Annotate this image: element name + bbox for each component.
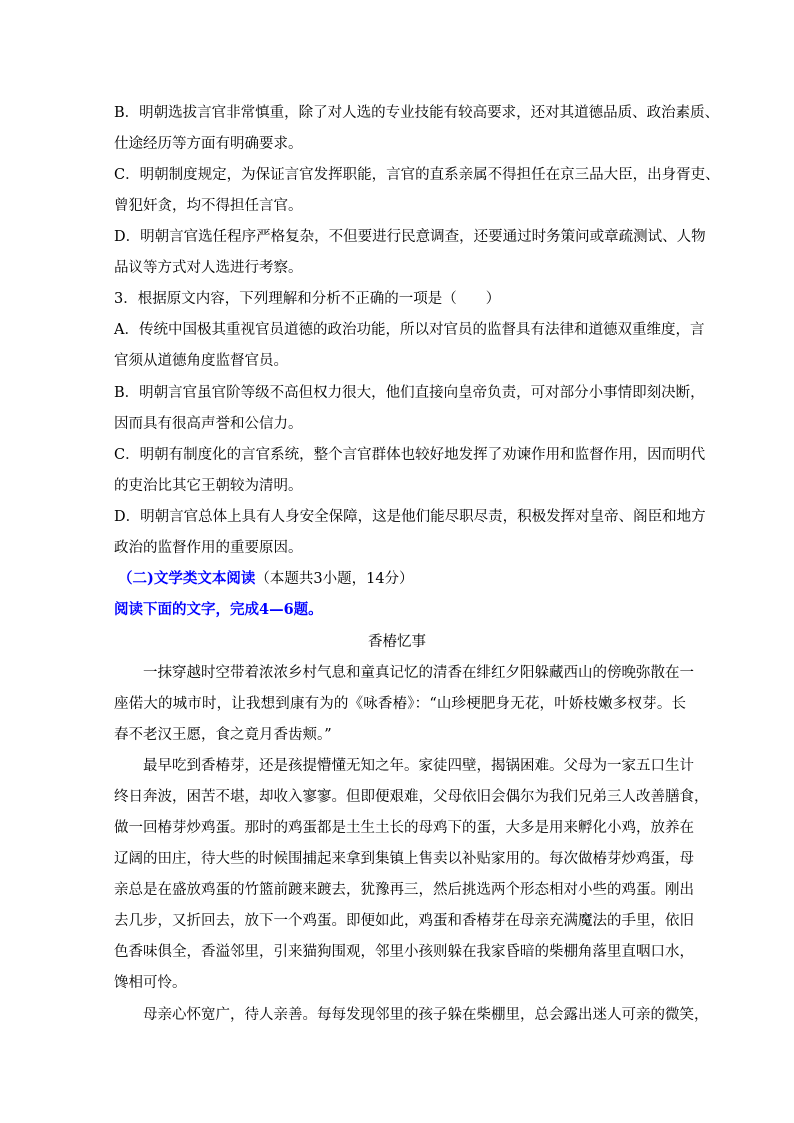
- essay-p2-line2: 终日奔波，困苦不堪，却收入寥寥。但即便艰难，父母依旧会偶尔为我们兄弟三人改善膳食，: [114, 789, 709, 805]
- q3-option-a-line1: A．传统中国极其重视官员道德的政治功能，所以对官员的监督具有法律和道德双重维度，言: [114, 322, 705, 338]
- q3-option-c-line1: C．明朝有制度化的言官系统，整个言官群体也较好地发挥了劝谏作用和监督作用，因而明代: [114, 447, 706, 463]
- essay-p2-line4: 辽阔的田庄，待大些的时候围捕起来拿到集镇上售卖以补贴家用的。每次做椿芽炒鸡蛋，母: [114, 851, 694, 867]
- essay-title: 香椿忆事: [368, 634, 426, 650]
- essay-p2-line8: 馋相可怜。: [114, 975, 187, 991]
- essay-p2-line1: 最早吃到香椿芽，还是孩提懵懂无知之年。家徒四壁，揭锅困难。父母为一家五口生计: [143, 758, 694, 774]
- essay-p2-line3: 做一回椿芽炒鸡蛋。那时的鸡蛋都是土生土长的母鸡下的蛋，大多是用来孵化小鸡，放养在: [114, 820, 694, 836]
- section-note: （本题共3小题，14分）: [255, 571, 414, 587]
- q2-option-c-line1: C．明朝制度规定，为保证言官发挥职能，言官的直系亲属不得担任在京三品大臣，出身胥吏、: [114, 167, 720, 183]
- q3-option-b-line1: B．明朝言官虽官阶等级不高但权力很大，他们直接向皇帝负责，可对部分小事情即刻决断，: [114, 385, 705, 401]
- q3-option-d-line2: 政治的监督作用的重要原因。: [114, 540, 303, 556]
- q2-option-d-line1: D．明朝言官选任程序严格复杂，不但要进行民意调查，还要通过时务策问或章疏测试、人物: [114, 229, 706, 245]
- section-heading: （二)文学类文本阅读: [118, 570, 256, 587]
- essay-p1-line2: 座偌大的城市时，让我想到康有为的《咏香椿》：“山珍梗肥身无花，叶娇枝嫩多杈芽。长: [114, 696, 686, 712]
- q2-option-c-line2: 曾犯奸贪，均不得担任言官。: [114, 198, 303, 214]
- essay-p1-line1: 一抹穿越时空带着浓浓乡村气息和童真记忆的清香在绯红夕阳躲藏西山的傍晚弥散在一: [143, 665, 694, 681]
- essay-p1-line3: 春不老汉王愿，食之竟月香齿颊。”: [114, 727, 332, 743]
- essay-p3-line1: 母亲心怀宽广，待人亲善。每每发现邻里的孩子躲在柴棚里，总会露出迷人可亲的微笑，: [143, 1007, 709, 1023]
- essay-p2-line5: 亲总是在盛放鸡蛋的竹篮前踱来踱去，犹豫再三，然后挑选两个形态相对小些的鸡蛋。刚出: [114, 882, 694, 898]
- q3-option-a-line2: 官须从道德角度监督官员。: [114, 353, 288, 369]
- essay-p2-line7: 色香味俱全，香溢邻里，引来猫狗围观，邻里小孩则躲在我家昏暗的柴棚角落里直咽口水，: [114, 944, 694, 960]
- q3-option-d-line1: D．明朝言官总体上具有人身安全保障，这是他们能尽职尽责，积极发挥对皇帝、阁臣和地方: [114, 509, 706, 525]
- q2-option-b-line2: 仕途经历等方面有明确要求。: [114, 136, 303, 152]
- q2-option-d-line2: 品议等方式对人选进行考察。: [114, 260, 303, 276]
- section-heading-row: [118, 569, 690, 589]
- section-instruction: 阅读下面的文字，完成4—6题。: [114, 601, 323, 618]
- essay-p2-line6: 去几步，又折回去，放下一个鸡蛋。即便如此，鸡蛋和香椿芽在母亲充满魔法的手里，依旧: [114, 913, 694, 929]
- q3-stem: 3．根据原文内容，下列理解和分析不正确的一项是（ ）: [114, 291, 501, 307]
- q3-option-b-line2: 因而具有很高声誉和公信力。: [114, 416, 303, 432]
- q2-option-b-line1: B．明朝选拔言官非常慎重，除了对人选的专业技能有较高要求，还对其道德品质、政治素质、: [114, 105, 720, 121]
- q3-option-c-line2: 的吏治比其它王朝较为清明。: [114, 478, 303, 494]
